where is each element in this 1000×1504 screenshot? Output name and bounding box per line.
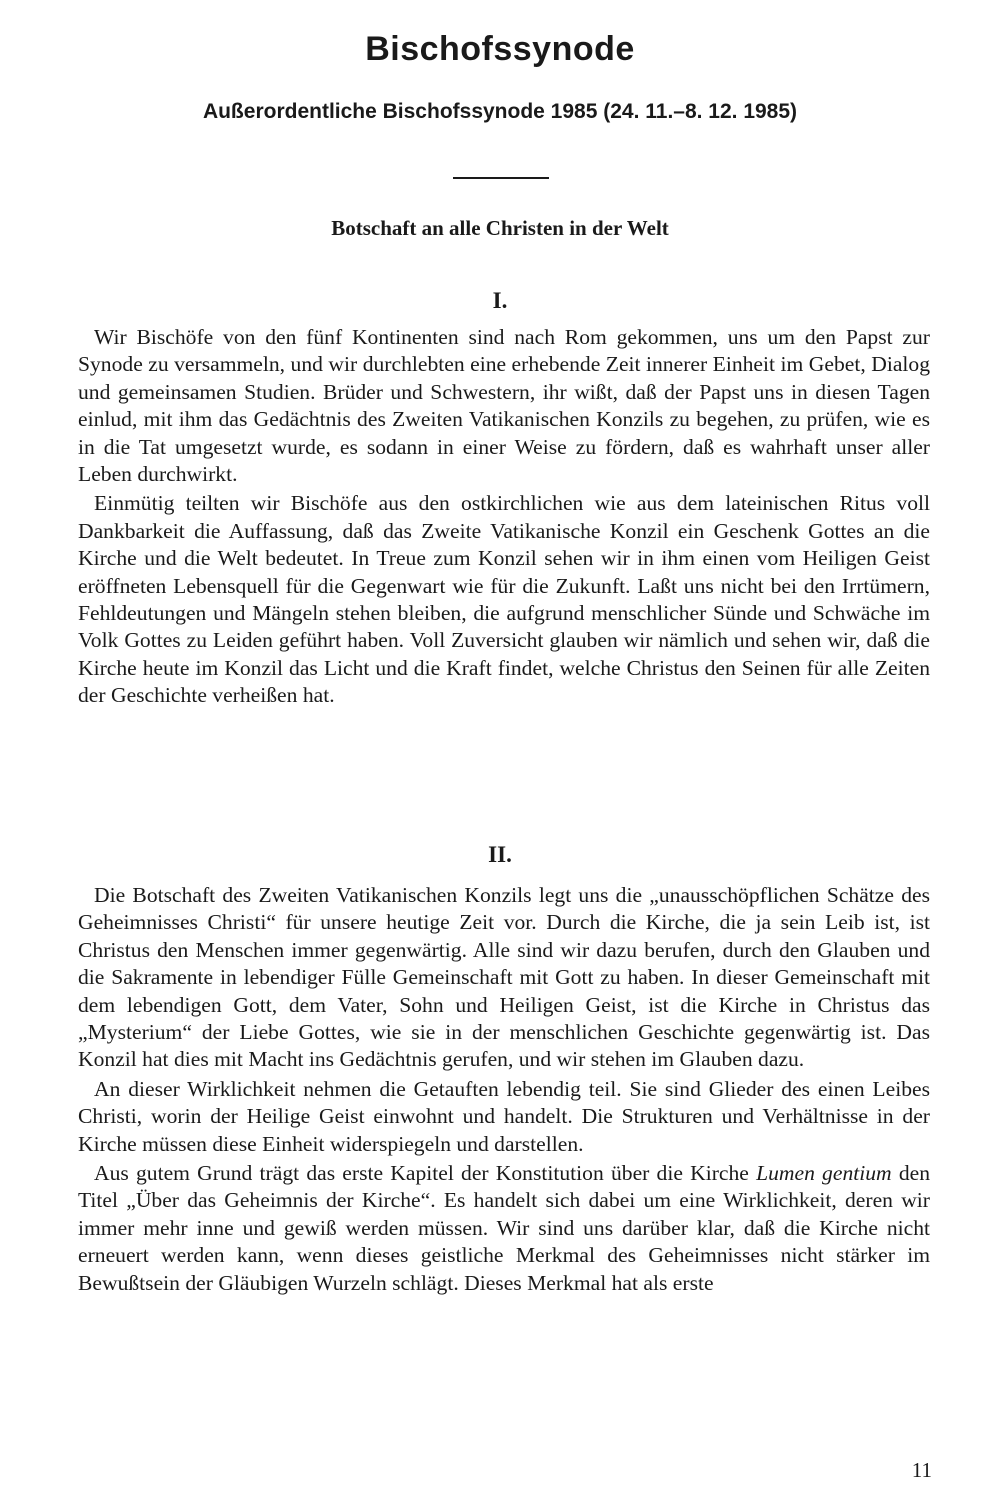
section-2-body: [78, 882, 930, 1297]
page-subtitle: Außerordentliche Bischofssynode 1985 (24. 11.–8. 12. 1985): [202, 100, 798, 123]
document-title-italic: Lumen gentium: [756, 1161, 892, 1186]
page-number: 11: [911, 1458, 932, 1482]
paragraph: Die Botschaft des Zweiten Vatikanischen Konzils legt uns die „unausschöpflichen Schätze des Geheimnisses Christi“ für unsere heutige Zeit vor. Durch die Kirche, die ja sein Leib ist, ist Christus den Menschen immer gegenwärtig. Alle sind wir dazu berufen, durch den Glauben und die Sakramente in lebendiger Fülle Gemeinschaft mit Gott zu haben. In dieser Gemeinschaft mit dem lebendigen Gott, dem Vater, Sohn und Heiligen Geist, ist die Kirche in Christus das „Mysterium“ der Liebe Gottes, wie sie in der menschlichen Geschichte gegenwärtig ist. Das Konzil hat dies mit Macht ins Gedächtnis gerufen, und wir stehen im Glauben dazu.: [78, 883, 930, 1072]
paragraph-text: Aus gutem Grund trägt das erste Kapitel der Konstitution über die Kirche: [94, 1161, 757, 1186]
paragraph: Einmütig teilten wir Bischöfe aus den ostkirchlichen wie aus dem lateinischen Ritus voll Dankbarkeit die Auffassung, daß das Zweite Vatikanische Konzil ein Geschenk Gottes an die Kirche und die Welt bedeutet. In Treue zum Konzil sehen wir in ihm einen vom Heiligen Geist eröffneten Lebensquell für die Gegenwart wie für die Zukunft. Laßt uns nicht bei den Irrtümern, Fehldeutungen und Mängeln stehen bleiben, die aufgrund menschlicher Sünde und Schwäche im Volk Gottes zu Leiden geführt haben. Voll Zuversicht glauben wir nämlich und sehen wir, daß die Kirche heute im Konzil das Licht und die Kraft findet, welche Christus den Seinen für alle Zeiten der Geschichte verheißen hat.: [78, 491, 930, 708]
paragraph: An dieser Wirklichkeit nehmen die Getauften lebendig teil. Sie sind Glieder des einen Leibes Christi, worin der Heilige Geist einwohnt und handelt. Die Strukturen und Verhältnisse in der Kirche müssen diese Einheit widerspiegeln und darstellen.: [78, 1076, 930, 1156]
page-title: Bischofssynode: [365, 30, 635, 68]
paragraph: Wir Bischöfe von den fünf Kontinenten sind nach Rom gekommen, uns um den Papst zur Synode zu versammeln, und wir durchlebten eine erhebende Zeit innerer Einheit im Gebet, Dialog und gemeinsamen Studien. Brüder und Schwestern, ihr wißt, daß der Papst uns in diesen Tagen einlud, mit ihm das Gedächtnis des Zweiten Vatikanischen Konzils zu begehen, zu prüfen, wie es in die Tat umgesetzt wurde, es sodann in einer Weise zu fördern, daß es wahrhaft unser aller Leben durchwirkt.: [78, 325, 930, 487]
section-number-2: II.: [488, 842, 512, 867]
paragraph-text: den Titel „Über das Geheimnis der Kirche“. Es handelt sich dabei um eine Wirklichkeit, deren wir immer mehr inne und gewiß werden müssen. Wir sind uns darüber klar, daß die Kirche nicht erneuert werden kann, wenn dieses geistliche Merkmal des Geheimnisses nicht stärker im Bewußtsein der Gläubigen Wurzeln schlägt. Dieses Merkmal hat als erste: [78, 1161, 931, 1295]
paragraph: [78, 1160, 930, 1297]
separator-rule: [453, 177, 549, 179]
section-number-1: I.: [492, 288, 508, 313]
document-heading: Botschaft an alle Christen in der Welt: [331, 216, 669, 240]
section-1-body: [78, 324, 930, 710]
